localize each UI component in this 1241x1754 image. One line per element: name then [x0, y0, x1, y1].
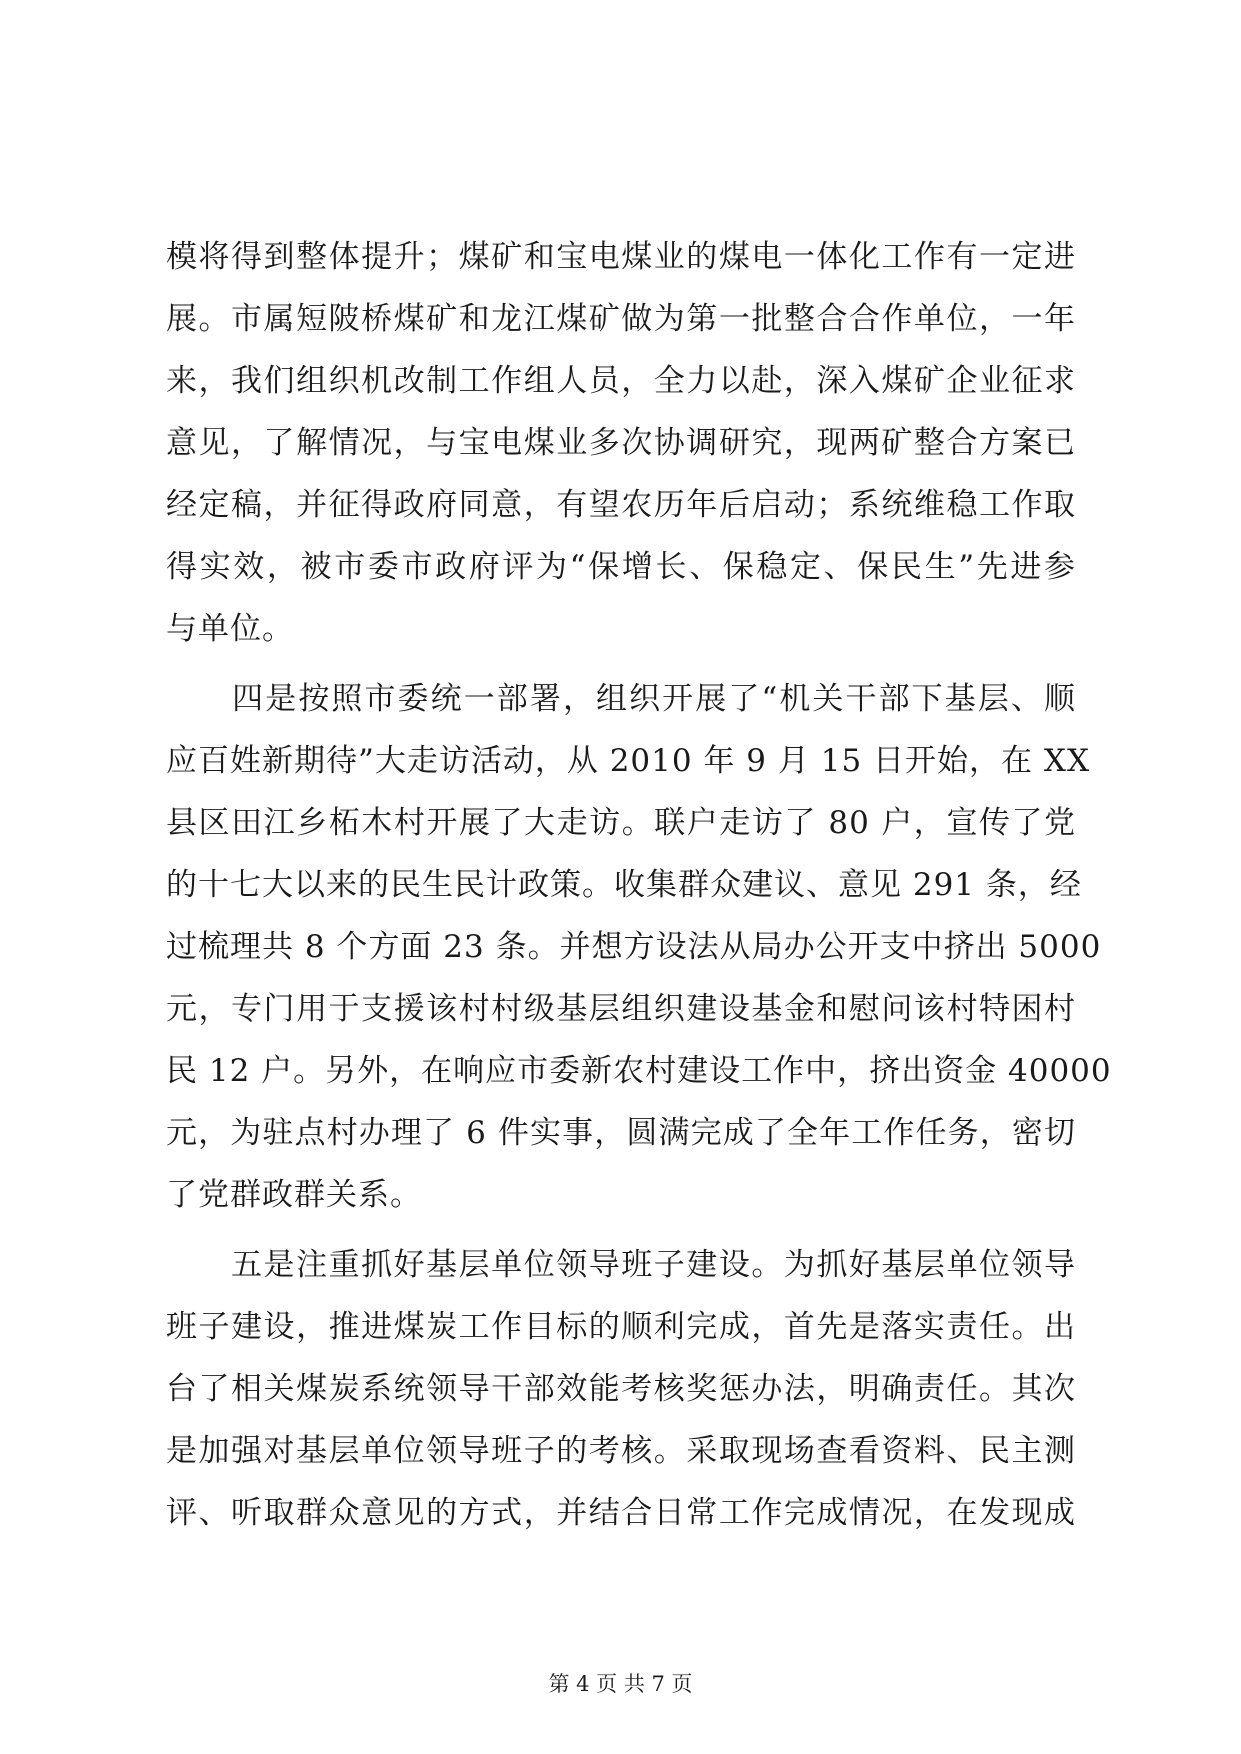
text-line: 展。市属短陂桥煤矿和龙江煤矿做为第一批整合合作单位，一年	[166, 301, 1076, 337]
paragraph-3	[166, 1234, 1076, 1544]
text-line: 应百姓新期待”大走访活动，从 2010 年 9 月 15 日开始，在 XX	[166, 743, 1091, 779]
text-line: 元，专门用于支援该村村级基层组织建设基金和慰问该村特困村	[166, 991, 1076, 1027]
text-line: 台了相关煤炭系统领导干部效能考核奖惩办法，明确责任。其次	[166, 1371, 1076, 1407]
text-line: 过梳理共 8 个方面 23 条。并想方设法从局办公开支中挤出 5000	[166, 929, 1102, 965]
text-line: 的十七大以来的民生民计政策。收集群众建议、意见 291 条，经	[166, 867, 1082, 903]
text-line: 经定稿，并征得政府同意，有望农历年后启动；系统维稳工作取	[166, 487, 1076, 523]
text-line: 四是按照市委统一部署，组织开展了“机关干部下基层、顺	[166, 681, 1076, 717]
text-line: 县区田江乡柘木村开展了大走访。联户走访了 80 户，宣传了党	[166, 805, 1076, 841]
text-line: 五是注重抓好基层单位领导班子建设。为抓好基层单位领导	[166, 1247, 1076, 1283]
text-line: 意见，了解情况，与宝电煤业多次协调研究，现两矿整合方案已	[166, 425, 1076, 461]
text-line: 模将得到整体提升；煤矿和宝电煤业的煤电一体化工作有一定进	[166, 239, 1076, 275]
paragraph-2	[166, 668, 1112, 1226]
text-line: 民 12 户。另外，在响应市委新农村建设工作中，挤出资金 40000	[166, 1053, 1112, 1089]
text-line: 来，我们组织机改制工作组人员，全力以赴，深入煤矿企业征求	[166, 363, 1076, 399]
text-line: 是加强对基层单位领导班子的考核。采取现场查看资料、民主测	[166, 1433, 1076, 1469]
paragraph-1	[166, 226, 1076, 660]
text-line: 了党群政群关系。	[166, 1177, 422, 1213]
text-line: 班子建设，推进煤炭工作目标的顺利完成，首先是落实责任。出	[166, 1309, 1076, 1345]
text-line: 元，为驻点村办理了 6 件实事，圆满完成了全年工作任务，密切	[166, 1115, 1076, 1151]
page-number-footer: 第 4 页 共 7 页	[548, 1672, 693, 1696]
document-body	[166, 226, 1112, 1544]
text-line: 评、听取群众意见的方式，并结合日常工作完成情况，在发现成	[166, 1495, 1076, 1531]
text-line: 得实效，被市委市政府评为“保增长、保稳定、保民生”先进参	[166, 549, 1076, 585]
text-line: 与单位。	[166, 611, 294, 647]
